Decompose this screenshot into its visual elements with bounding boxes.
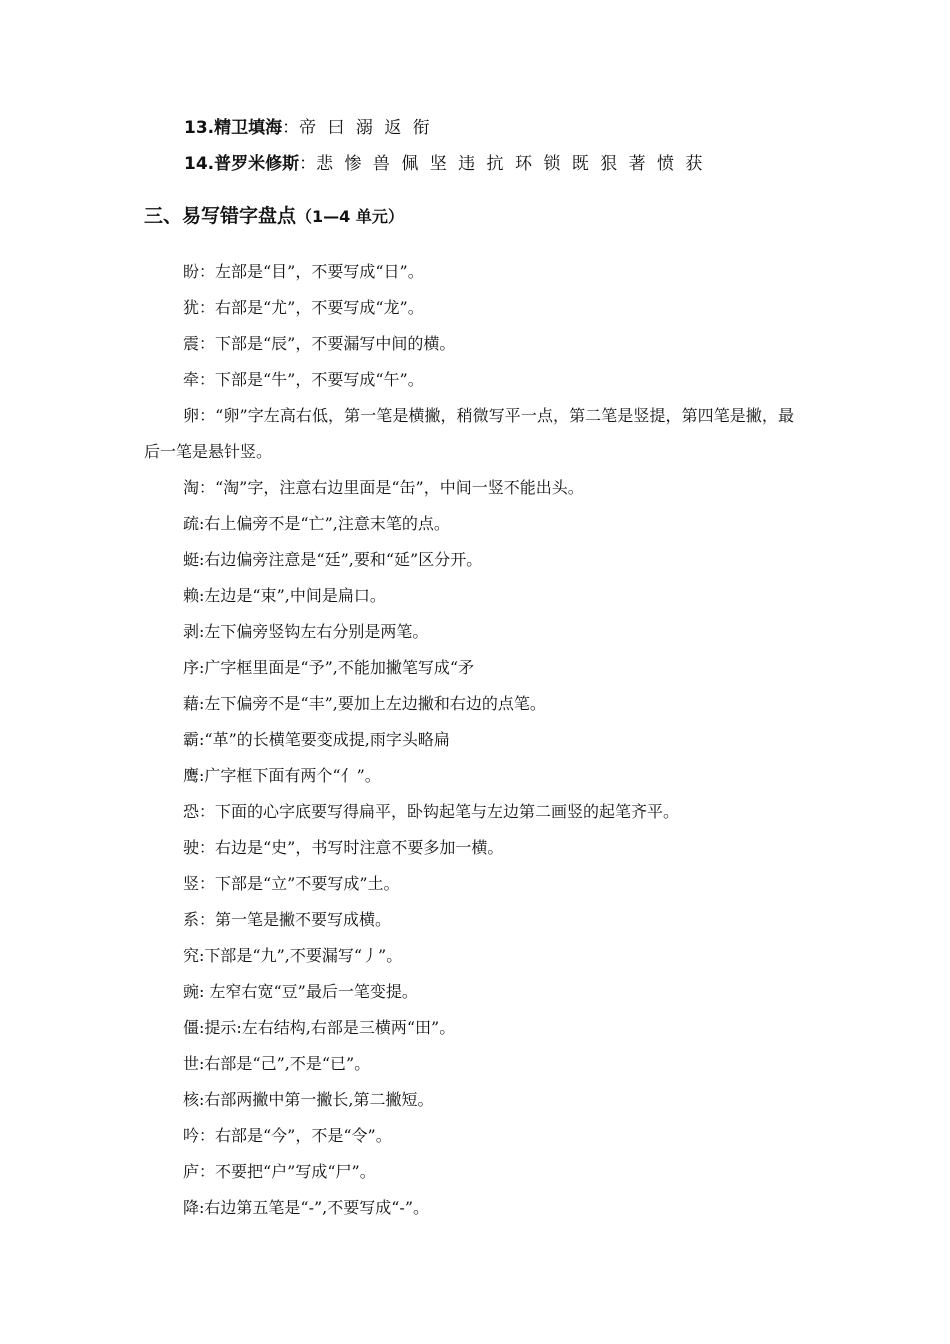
- section-title: 三、易写错字盘点: [144, 205, 297, 227]
- list-item: 牵：下部是“牛”，不要写成“午”。: [183, 370, 424, 389]
- lesson-13-separator: ：: [282, 118, 300, 138]
- list-item: 竖：下部是“立”不要写成”土。: [183, 874, 400, 893]
- list-item: 吟：右部是“今”，不是“令”。: [183, 1126, 392, 1145]
- list-item: 犹：右部是“尤”，不要写成“龙”。: [183, 298, 424, 317]
- list-item: 僵:提示:左右结构,右部是三横两“田”。: [183, 1018, 456, 1037]
- list-item: 系：第一笔是撇不要写成横。: [183, 910, 392, 929]
- list-item: 淘：“淘”字，注意右边里面是“缶”，中间一竖不能出头。: [183, 478, 584, 497]
- error-prone-character-list: [144, 254, 794, 1226]
- section-heading: [144, 203, 404, 230]
- list-item: 蜓:右边偏旁注意是“廷”,要和“延”区分开。: [183, 550, 483, 569]
- list-item: 恐：下面的心字底要写得扁平，卧钩起笔与左边第二画竖的起笔齐平。: [183, 802, 680, 821]
- lesson-13-title: 13.精卫填海: [184, 118, 283, 138]
- list-item: 驶：右边是“史”，书写时注意不要多加一横。: [183, 838, 504, 857]
- list-item: 庐：不要把“户”写成“尸”。: [183, 1162, 376, 1181]
- list-item: 世:右部是“己”,不是“已”。: [183, 1054, 371, 1073]
- list-item: 盼：左部是“目”，不要写成“日”。: [183, 262, 424, 281]
- list-item: 降:右边第五笔是“-”,不要写成“-”。: [183, 1198, 430, 1217]
- list-item: 卵：“卵”字左高右低，第一笔是横撇，稍微写平一点，第二笔是竖提，第四笔是撇，最后一笔是悬针竖。: [144, 406, 794, 461]
- list-item: 霸:“革”的长横笔要变成提,雨字头略扁: [183, 730, 450, 749]
- list-item: 序:广字框里面是“予”,不能加撇笔写成“矛: [183, 658, 475, 677]
- list-item: 究:下部是“九”,不要漏写“丿”。: [183, 946, 403, 965]
- list-item: 豌: 左窄右宽“豆”最后一笔变提。: [183, 982, 418, 1001]
- lesson-14-chars: 悲 惨 兽 佩 坚 违 抗 环 锁 既 狠 著 愤 获: [316, 154, 706, 174]
- section-range: （1—4 单元）: [296, 207, 404, 226]
- list-item: 藉:左下偏旁不是“丰”,要加上左边撇和右边的点笔。: [183, 694, 546, 713]
- list-item: 核:右部两撇中第一撇长,第二撇短。: [183, 1090, 434, 1109]
- lesson-14-vocab: [184, 152, 705, 176]
- lesson-14-separator: ：: [299, 154, 317, 174]
- list-item: 鹰:广字框下面有两个“亻”。: [183, 766, 381, 785]
- lesson-14-title: 14.普罗米修斯: [184, 154, 300, 174]
- list-item: 赖:左边是“束”,中间是扁口。: [183, 586, 386, 605]
- lesson-13-vocab: [184, 116, 433, 140]
- list-item: 剥:左下偏旁竖钩左右分别是两笔。: [183, 622, 429, 641]
- list-item: 震：下部是“辰”，不要漏写中间的横。: [183, 334, 456, 353]
- lesson-13-chars: 帝 曰 溺 返 衔: [299, 118, 433, 138]
- list-item: 疏:右上偏旁不是“亡”,注意末笔的点。: [183, 514, 450, 533]
